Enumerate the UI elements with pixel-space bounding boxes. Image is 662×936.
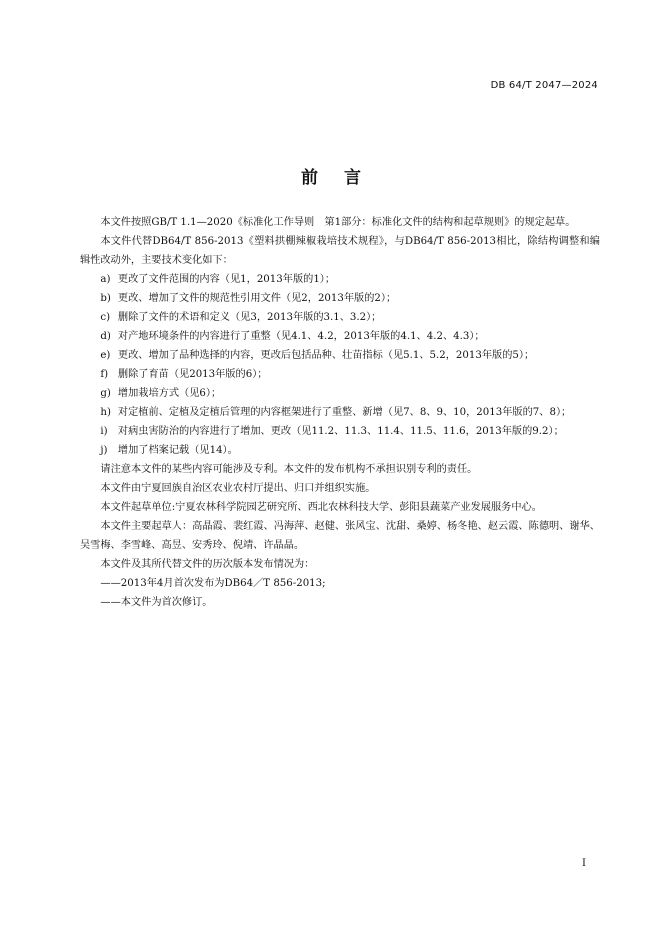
list-item-label: h) (100, 407, 111, 418)
history-entry: ——2013年4月首次发布为DB64／T 856-2013; (100, 578, 326, 589)
patent-notice: 请注意本文件的某些内容可能涉及专利。本文件的发布机构不承担识别专利的责任。 (100, 464, 478, 475)
list-item (80, 270, 600, 289)
list-item-text: 更改、增加了文件的规范性引用文件（见2，2013年版的2）； (117, 293, 397, 304)
list-item-text: 删除了育苗（见2013年版的6）； (117, 369, 268, 380)
list-item (80, 308, 600, 327)
list-item (80, 346, 600, 365)
list-item-label: g) (100, 388, 111, 399)
list-item-text: 更改、增加了品种选择的内容，更改后包括品种、壮苗指标（见5.1、5.2，2013年版的5）； (117, 350, 535, 361)
list-item (80, 327, 600, 346)
list-item-label: j) (100, 445, 108, 456)
proposer-statement: 本文件由宁夏回族自治区农业农村厅提出、归口并组织实施。 (100, 483, 376, 494)
list-item-label: d) (100, 331, 111, 342)
intro-paragraph: 本文件按照GB/T 1.1—2020《标准化工作导则 第1部分：标准化文件的结构和起草规则》的规定起草。 (100, 217, 576, 228)
changes-list (80, 270, 600, 460)
list-item-text: 增加栽培方式（见6）； (117, 388, 222, 399)
list-item-text: 更改了文件范围的内容（见1，2013年版的1）； (117, 274, 336, 285)
drafting-units: 本文件起草单位:宁夏农林科学院园艺研究所、西北农林科技大学、彭阳县蔬菜产业发展服务中心。 (100, 502, 542, 513)
foreword-body (80, 213, 600, 612)
list-item (80, 384, 600, 403)
page-title: 前言 (301, 168, 387, 188)
list-item-text: 对病虫害防治的内容进行了增加、更改（见11.2、11.3、11.4、11.5、11.6，2013年版的9.2）； (117, 426, 564, 437)
list-item-label: c) (100, 312, 111, 323)
page-number: I (582, 858, 586, 869)
history-entry: ——本文件为首次修订。 (100, 597, 213, 608)
document-code: DB 64/T 2047—2024 (490, 80, 598, 91)
list-item-text: 对定植前、定植及定植后管理的内容框架进行了重整、新增（见7、8、9、10，2013年版的7、8）； (117, 407, 572, 418)
list-item (80, 403, 600, 422)
list-item (80, 441, 600, 460)
list-item-text: 增加了档案记载（见14）。 (117, 445, 238, 456)
list-item-label: b) (100, 293, 111, 304)
history-intro: 本文件及其所代替文件的历次版本发布情况为： (100, 559, 315, 570)
list-item-text: 对产地环境条件的内容进行了重整（见4.1、4.2，2013年版的4.1、4.2、4.3）； (117, 331, 485, 342)
list-item-label: i) (100, 426, 108, 437)
list-item-label: f) (100, 369, 109, 380)
drafters: 本文件主要起草人：高晶霞、裴红霞、冯海萍、赵健、张风宝、沈甜、桑婷、杨冬艳、赵云霞、陈德明、谢华、吴雪梅、李雪峰、高昱、安秀玲、倪靖、许晶晶。 (80, 521, 600, 551)
list-item-label: e) (100, 350, 111, 361)
list-item (80, 422, 600, 441)
list-item (80, 289, 600, 308)
replaces-paragraph: 本文件代替DB64/T 856-2013《塑料拱棚辣椒栽培技术规程》，与DB64/T 856-2013相比，除结构调整和编辑性改动外，主要技术变化如下： (80, 236, 600, 266)
list-item-label: a) (100, 274, 111, 285)
list-item (80, 365, 600, 384)
list-item-text: 删除了文件的术语和定义（见3，2013年版的3.1、3.2）； (117, 312, 382, 323)
